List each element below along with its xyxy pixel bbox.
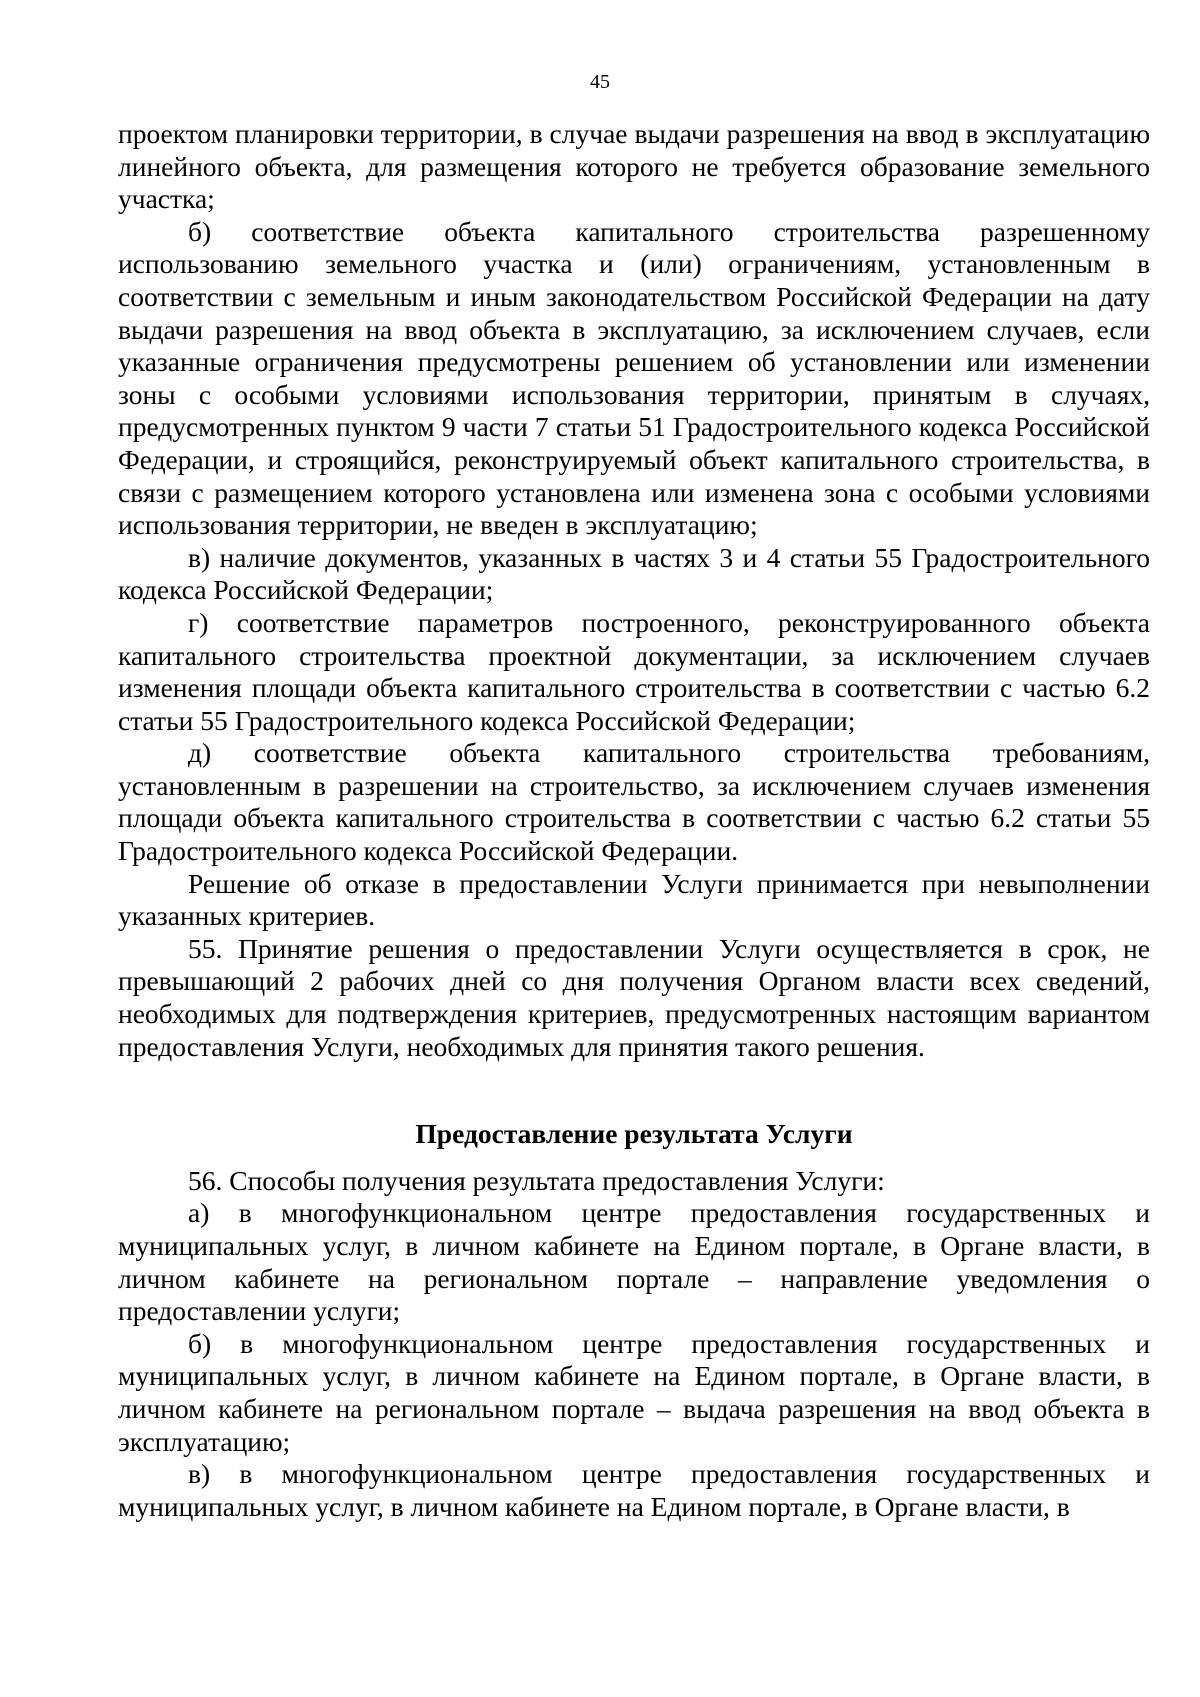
paragraph-55: 55. Принятие решения о предоставлении Услуги осуществляется в срок, не превышающий 2 рабочих дней со дня получения Органом власти всех сведений, необходимых для подтверждения критериев, предусмотренных настоящим вариантом предоставления Услуги, необходимых для принятия такого решения.: [118, 932, 1150, 1062]
document-body: [118, 118, 1150, 1523]
paragraph-56: 56. Способы получения результата предоставления Услуги:: [188, 1164, 885, 1196]
paragraph-item-d: д) соответствие объекта капитального строительства требованиям, установленным в разрешении на строительство, за исключением случаев изменения площади объекта капитального строительства в соответствии с частью 6.2 статьи 55 Градостроительного кодекса Российской Федерации.: [118, 737, 1150, 867]
page-number: 45: [590, 71, 610, 93]
paragraph-56-v: в) в многофункциональном центре предоставления государственных и муниципальных услуг, в личном кабинете на Едином портале, в Органе власти, в: [118, 1458, 1150, 1522]
paragraph-item-b: б) соответствие объекта капитального строительства разрешенному использованию земельного участка и (или) ограничениям, установленным в соответствии с земельным и иным законодательством Российской Федерации на дату выдачи разрешения на ввод объекта в эксплуатацию, за исключением случаев, если указанные ограничения предусмотрены решением об установлении или изменении зоны с особыми условиями использования территории, принятым в случаях, предусмотренных пунктом 9 части 7 статьи 51 Градостроительного кодекса Российской Федерации, и строящийся, реконструируемый объект капитального строительства, в связи с размещением которого установлена или изменена зона с особыми условиями использования территории, не введен в эксплуатацию;: [118, 215, 1150, 541]
paragraph-56-a: а) в многофункциональном центре предоставления государственных и муниципальных услуг, в личном кабинете на Едином портале, в Органе власти, в личном кабинете на региональном портале – направление уведомления о предоставлении услуги;: [118, 1197, 1150, 1327]
paragraph-56-b: б) в многофункциональном центре предоставления государственных и муниципальных услуг, в личном кабинете на Едином портале, в Органе власти, в личном кабинете на региональном портале – выдача разрешения на ввод объекта в эксплуатацию;: [118, 1327, 1150, 1457]
paragraph-refusal: Решение об отказе в предоставлении Услуги принимается при невыполнении указанных критериев.: [118, 867, 1150, 932]
paragraph-item-g: г) соответствие параметров построенного, реконструированного объекта капитального строительства проектной документации, за исключением случаев изменения площади объекта капитального строительства в соответствии с частью 6.2 статьи 55 Градостроительного кодекса Российской Федерации;: [118, 606, 1150, 736]
section-heading: Предоставление результата Услуги: [415, 1118, 853, 1150]
paragraph-item-v: в) наличие документов, указанных в частях 3 и 4 статьи 55 Градостроительного кодекса Российской Федерации;: [118, 541, 1150, 606]
paragraph-continuation: проектом планировки территории, в случае выдачи разрешения на ввод в эксплуатацию линейного объекта, для размещения которого не требуется образование земельного участка;: [118, 118, 1150, 215]
